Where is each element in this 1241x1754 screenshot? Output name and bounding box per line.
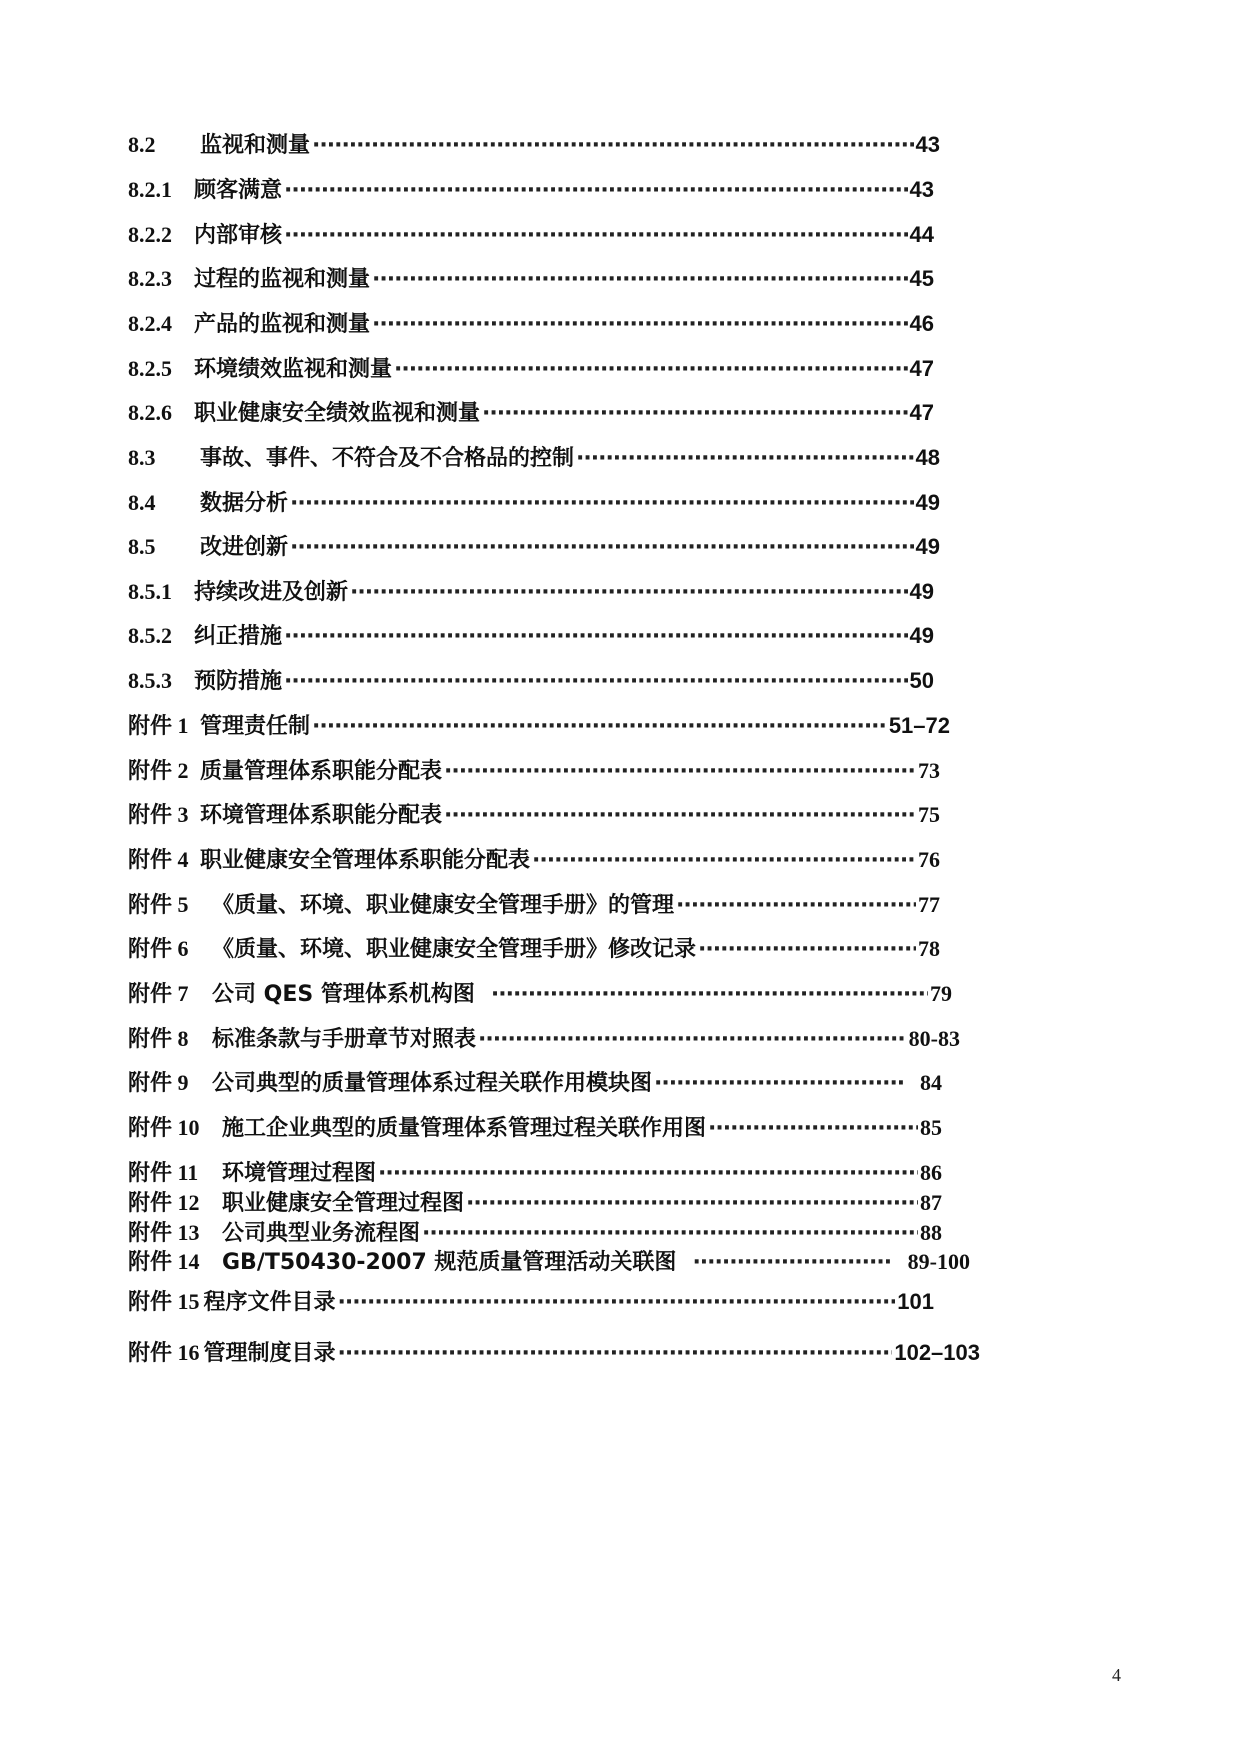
toc-entry[interactable] (128, 577, 934, 607)
toc-entry-title: 程序文件目录 (203, 1290, 336, 1315)
toc-entry-page: 51–72 (888, 713, 950, 738)
toc-entry-number: 附件 3 (128, 802, 189, 827)
toc-entry[interactable] (128, 354, 934, 384)
toc-dot-leader (444, 801, 916, 831)
toc-dot-leader (532, 846, 916, 876)
toc-dot-leader (676, 891, 916, 921)
toc-entry-page: 85 (920, 1115, 942, 1140)
toc-entry-page: 88 (920, 1220, 942, 1245)
toc-entry-page: 50 (909, 668, 934, 693)
toc-dot-leader (338, 1288, 896, 1318)
toc-entry[interactable] (128, 264, 934, 294)
toc-dot-leader (698, 935, 916, 965)
toc-dot-leader (372, 265, 908, 295)
toc-entry[interactable] (128, 979, 952, 1009)
toc-entry-page: 77 (918, 892, 940, 917)
toc-dot-leader (444, 757, 916, 787)
toc-entry-title: 《质量、环境、职业健康安全管理手册》的管理 (212, 893, 675, 918)
toc-entry[interactable] (128, 1218, 942, 1248)
toc-entry-number: 8.5.2 (128, 623, 172, 648)
toc-dot-leader (394, 355, 908, 385)
toc-entry-title: 纠正措施 (194, 624, 283, 649)
toc-entry-title: 质量管理体系职能分配表 (200, 759, 443, 784)
toc-entry[interactable] (128, 1113, 942, 1143)
toc-entry-number: 8.2.5 (128, 356, 172, 381)
toc-entry-number: 附件 12 (128, 1190, 200, 1215)
toc-entry[interactable] (128, 1287, 934, 1317)
toc-entry[interactable] (128, 1068, 942, 1098)
toc-dot-leader (478, 1025, 907, 1055)
toc-dot-leader (692, 1248, 891, 1278)
toc-entry-page: 46 (909, 311, 934, 336)
toc-entry-title: 《质量、环境、职业健康安全管理手册》修改记录 (212, 937, 697, 962)
toc-entry-number: 8.2 (128, 132, 156, 157)
toc-dot-leader (284, 667, 908, 697)
toc-entry-title: 环境管理过程图 (222, 1161, 377, 1186)
toc-entry-number: 8.2.4 (128, 311, 172, 336)
toc-entry-title: 改进创新 (200, 535, 289, 560)
toc-entry-title: 产品的监视和测量 (194, 312, 371, 337)
toc-entry-page: 78 (918, 936, 940, 961)
toc-entry[interactable] (128, 934, 940, 964)
toc-entry-title: 数据分析 (200, 491, 289, 516)
toc-dot-leader (284, 176, 908, 206)
toc-dot-leader (290, 489, 914, 519)
toc-entry-page: 86 (920, 1160, 942, 1185)
toc-entry-page: 43 (915, 132, 940, 157)
toc-entry[interactable] (128, 488, 940, 518)
toc-entry-number: 附件 1 (128, 713, 189, 738)
toc-entry-page: 49 (909, 579, 934, 604)
toc-entry-page: 89-100 (907, 1249, 970, 1274)
toc-entry-number: 附件 7 (128, 981, 189, 1006)
toc-entry-page: 75 (918, 802, 940, 827)
toc-entry-title: 持续改进及创新 (194, 580, 349, 605)
toc-dot-leader (312, 712, 887, 742)
toc-entry[interactable] (128, 800, 940, 830)
toc-entry[interactable] (128, 621, 934, 651)
toc-entry[interactable] (128, 532, 940, 562)
toc-entry-title: 环境管理体系职能分配表 (200, 803, 443, 828)
toc-entry[interactable] (128, 175, 934, 205)
toc-entry-page: 101 (897, 1289, 934, 1314)
toc-entry-title: 管理制度目录 (203, 1341, 336, 1366)
toc-entry[interactable] (128, 666, 934, 696)
toc-entry[interactable] (128, 1024, 960, 1054)
toc-entry-page: 43 (909, 177, 934, 202)
toc-dot-leader (482, 399, 908, 429)
toc-entry-page: 76 (918, 847, 940, 872)
toc-entry-title: 公司典型的质量管理体系过程关联作用模块图 (212, 1071, 653, 1096)
toc-dot-leader (290, 533, 914, 563)
toc-entry-number: 8.5.1 (128, 579, 172, 604)
toc-dot-leader (708, 1114, 918, 1144)
toc-entry-page: 45 (909, 266, 934, 291)
toc-entry[interactable] (128, 1338, 980, 1368)
toc-entry-page: 49 (915, 490, 940, 515)
toc-entry-page: 102–103 (894, 1340, 980, 1365)
toc-dot-leader (491, 980, 928, 1010)
toc-entry-title: 过程的监视和测量 (194, 267, 371, 292)
toc-entry-page: 47 (909, 356, 934, 381)
toc-entry[interactable] (128, 890, 940, 920)
toc-entry-number: 8.2.2 (128, 222, 172, 247)
toc-entry-number: 附件 15 (128, 1289, 200, 1314)
toc-entry-page: 48 (915, 445, 940, 470)
toc-entry-number: 附件 5 (128, 892, 189, 917)
toc-entry-number: 附件 4 (128, 847, 189, 872)
toc-dot-leader (312, 131, 914, 161)
toc-entry-title: GB/T50430-2007 规范质量管理活动关联图 (222, 1250, 677, 1275)
toc-dot-leader (372, 310, 908, 340)
toc-entry-number: 8.2.3 (128, 266, 172, 291)
page-number: 4 (1112, 1665, 1121, 1685)
toc-entry-title: 监视和测量 (200, 133, 311, 158)
toc-dot-leader (422, 1219, 918, 1249)
toc-dot-leader (284, 622, 908, 652)
toc-entry-title: 施工企业典型的质量管理体系管理过程关联作用图 (222, 1116, 707, 1141)
toc-entry-title: 内部审核 (194, 223, 283, 248)
toc-entry-title: 职业健康安全管理体系职能分配表 (200, 848, 531, 873)
toc-entry[interactable] (128, 443, 940, 473)
toc-entry[interactable] (128, 1188, 942, 1218)
toc-entry-number: 8.2.1 (128, 177, 172, 202)
toc-entry-number: 附件 9 (128, 1070, 189, 1095)
toc-dot-leader (338, 1339, 893, 1369)
toc-entry-page: 49 (909, 623, 934, 648)
toc-entry-number: 附件 14 (128, 1249, 200, 1274)
toc-entry-number: 8.4 (128, 490, 156, 515)
toc-dot-leader (466, 1189, 918, 1219)
toc-dot-leader (654, 1069, 906, 1099)
toc-entry-title: 公司典型业务流程图 (222, 1221, 421, 1246)
toc-entry[interactable] (128, 309, 934, 339)
toc-entry-number: 附件 8 (128, 1026, 189, 1051)
toc-entry-page: 87 (920, 1190, 942, 1215)
toc-entry[interactable] (128, 711, 950, 741)
toc-entry-number: 附件 6 (128, 936, 189, 961)
toc-dot-leader (284, 221, 908, 251)
toc-entry-title: 预防措施 (194, 669, 283, 694)
toc-entry-number: 8.3 (128, 445, 156, 470)
toc-entry-title: 事故、事件、不符合及不合格品的控制 (200, 446, 575, 471)
toc-entry-title: 公司 QES 管理体系机构图 (212, 982, 475, 1007)
toc-entry-number: 8.2.6 (128, 400, 172, 425)
toc-entry-number: 8.5 (128, 534, 156, 559)
toc-entry-title: 职业健康安全管理过程图 (222, 1191, 465, 1216)
toc-dot-leader (378, 1159, 918, 1189)
toc-entry-title: 顾客满意 (194, 178, 283, 203)
toc-entry[interactable] (128, 130, 940, 160)
toc-dot-leader (350, 578, 908, 608)
toc-entry-title: 环境绩效监视和测量 (194, 357, 393, 382)
toc-entry-page: 80-83 (908, 1026, 960, 1051)
toc-entry[interactable] (128, 1247, 970, 1277)
toc-entry-title: 管理责任制 (200, 714, 311, 739)
toc-entry-page: 84 (920, 1070, 942, 1095)
toc-entry-number: 8.5.3 (128, 668, 172, 693)
toc-entry-number: 附件 10 (128, 1115, 200, 1140)
toc-entry-number: 附件 2 (128, 758, 189, 783)
toc-entry-number: 附件 11 (128, 1160, 199, 1185)
toc-entry[interactable] (128, 756, 940, 786)
toc-entry-number: 附件 13 (128, 1220, 200, 1245)
toc-entry-page: 79 (930, 981, 952, 1006)
toc-entry[interactable] (128, 845, 940, 875)
toc-entry-page: 47 (909, 400, 934, 425)
toc-entry[interactable] (128, 398, 934, 428)
toc-entry-title: 职业健康安全绩效监视和测量 (194, 401, 481, 426)
toc-entry-page: 44 (909, 222, 934, 247)
toc-entry-number: 附件 16 (128, 1340, 200, 1365)
toc-entry[interactable] (128, 1158, 942, 1188)
toc-entry-page: 73 (918, 758, 940, 783)
toc-entry[interactable] (128, 220, 934, 250)
toc-entry-page: 49 (915, 534, 940, 559)
toc-entry-title: 标准条款与手册章节对照表 (212, 1027, 477, 1052)
toc-dot-leader (576, 444, 914, 474)
